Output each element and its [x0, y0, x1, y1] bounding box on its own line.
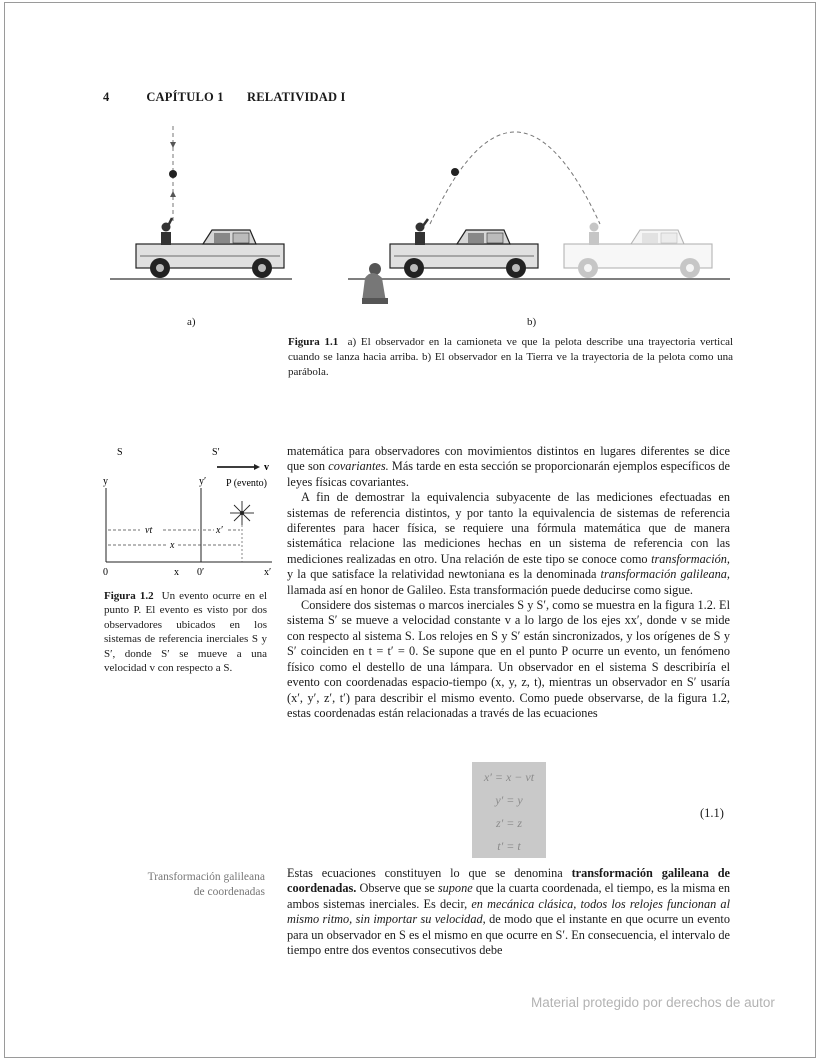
label-x: x	[170, 540, 175, 551]
equation-line: y′ = y	[495, 793, 523, 807]
equation-line: z′ = z	[495, 816, 523, 830]
figure-1-2-caption	[104, 589, 267, 675]
figure-1-1-label-a: a)	[187, 316, 196, 328]
main-text-block-2	[287, 866, 730, 958]
paragraph: matemática para observadores con movimientos distintos en lugares diferentes se dice que son covariantes. Más tarde en esta sección se proporcionarán ejemplos específicos de leyes físicas covariantes.	[287, 444, 730, 489]
label-origin: 0	[103, 567, 108, 578]
paragraph: Estas ecuaciones constituyen lo que se denomina transformación galileana de coordenadas. Observe que se supone que la cuarta coordenada, el tiempo, es la misma en ambos sistemas inerciales. Es decir, en mecánica clásica, todos los relojes funcionan al mismo ritmo, sin importar su velocidad, de modo que el instante en que ocurre un evento para un observador en S es el mismo en que ocurre en S′. En consecuencia, el intervalo de tiempo entre dos eventos consecutivos debe	[287, 866, 730, 958]
label-x-axis: x	[174, 567, 179, 578]
copyright-watermark: Material protegido por derechos de autor	[531, 995, 775, 1010]
label-y: y	[103, 476, 108, 487]
label-vt: vt	[145, 525, 153, 536]
figure-1-1-label-b: b)	[527, 316, 537, 328]
paragraph: Considere dos sistemas o marcos inerciales S y S′, como se muestra en la figura 1.2. El sistema S′ se mueve a velocidad constante v a lo largo de los ejes xx′, donde v se mide con respecto al sistema S. Los relojes en S y S′ están sincronizados, y los orígenes de S y S′ coinciden en t = t′ = 0. Se supone que en el punto P ocurre un evento, un fenómeno físico como el destello de una lámpara. Un observador en el sistema S describiría el evento con coordenadas espacio-tiempo (x, y, z, t), mientras un observador en S′ usaría (x′, y′, z′, t′) para describir el mismo evento. Como puede observarse, de la figura 1.2, estas coordenadas están relacionadas a través de las ecuaciones	[287, 598, 730, 720]
chapter-title: RELATIVIDAD I	[247, 90, 346, 104]
label-x-prime: x′	[216, 525, 223, 536]
label-y-prime: y′	[199, 476, 207, 487]
paragraph: A fin de demostrar la equivalencia subyacente de las mediciones efectuadas en sistemas de referencia distintos, y por tanto la equivalencia de sistemas de referencia diferentes para hacer física, se requiere una fórmula matemática que de manera sistemática relacione las mediciones hechas en un sistema de referencia con las mediciones realizadas en otro. Una relación de este tipo se conoce como transformación, y la que satisface la relatividad newtoniana es la denominada transformación galileana, llamada así en honor de Galileo. Esta transformación puede deducirse como sigue.	[287, 490, 730, 597]
equation-box	[472, 762, 546, 858]
event-point	[240, 511, 244, 515]
label-s: S	[117, 447, 123, 458]
equation-line: x′ = x − vt	[483, 770, 535, 784]
caption-text: Un evento ocurre en el punto P. El evento es visto por dos observadores ubicados en los sistemas de referencia inerciales S y S′, donde S′ se mueve a una velocidad v con respecto a S.	[104, 590, 268, 675]
main-text-block	[287, 444, 730, 721]
chapter-label: CAPÍTULO 1	[146, 90, 224, 104]
caption-text: a) El observador en la camioneta ve que la pelota describe una trayectoria vertical cuando se lanza hacia arriba. b) El observador en la Tierra ve la trayectoria de la pelota como una parábola.	[288, 336, 734, 378]
page-number: 4	[103, 90, 110, 104]
arrow-right-icon	[254, 464, 260, 470]
equation-line: t′ = t	[497, 839, 521, 853]
label-origin-prime: 0′	[197, 567, 205, 578]
margin-note: Transformación galileana de coordenadas	[147, 871, 265, 898]
label-v: v	[264, 462, 269, 473]
label-s-prime: S′	[212, 447, 220, 458]
label-x-prime-axis: x′	[264, 567, 272, 578]
equation-number: (1.1)	[700, 806, 724, 820]
caption-label: Figura 1.2	[104, 590, 154, 602]
caption-label: Figura 1.1	[288, 336, 339, 348]
label-event: P (evento)	[226, 478, 268, 489]
